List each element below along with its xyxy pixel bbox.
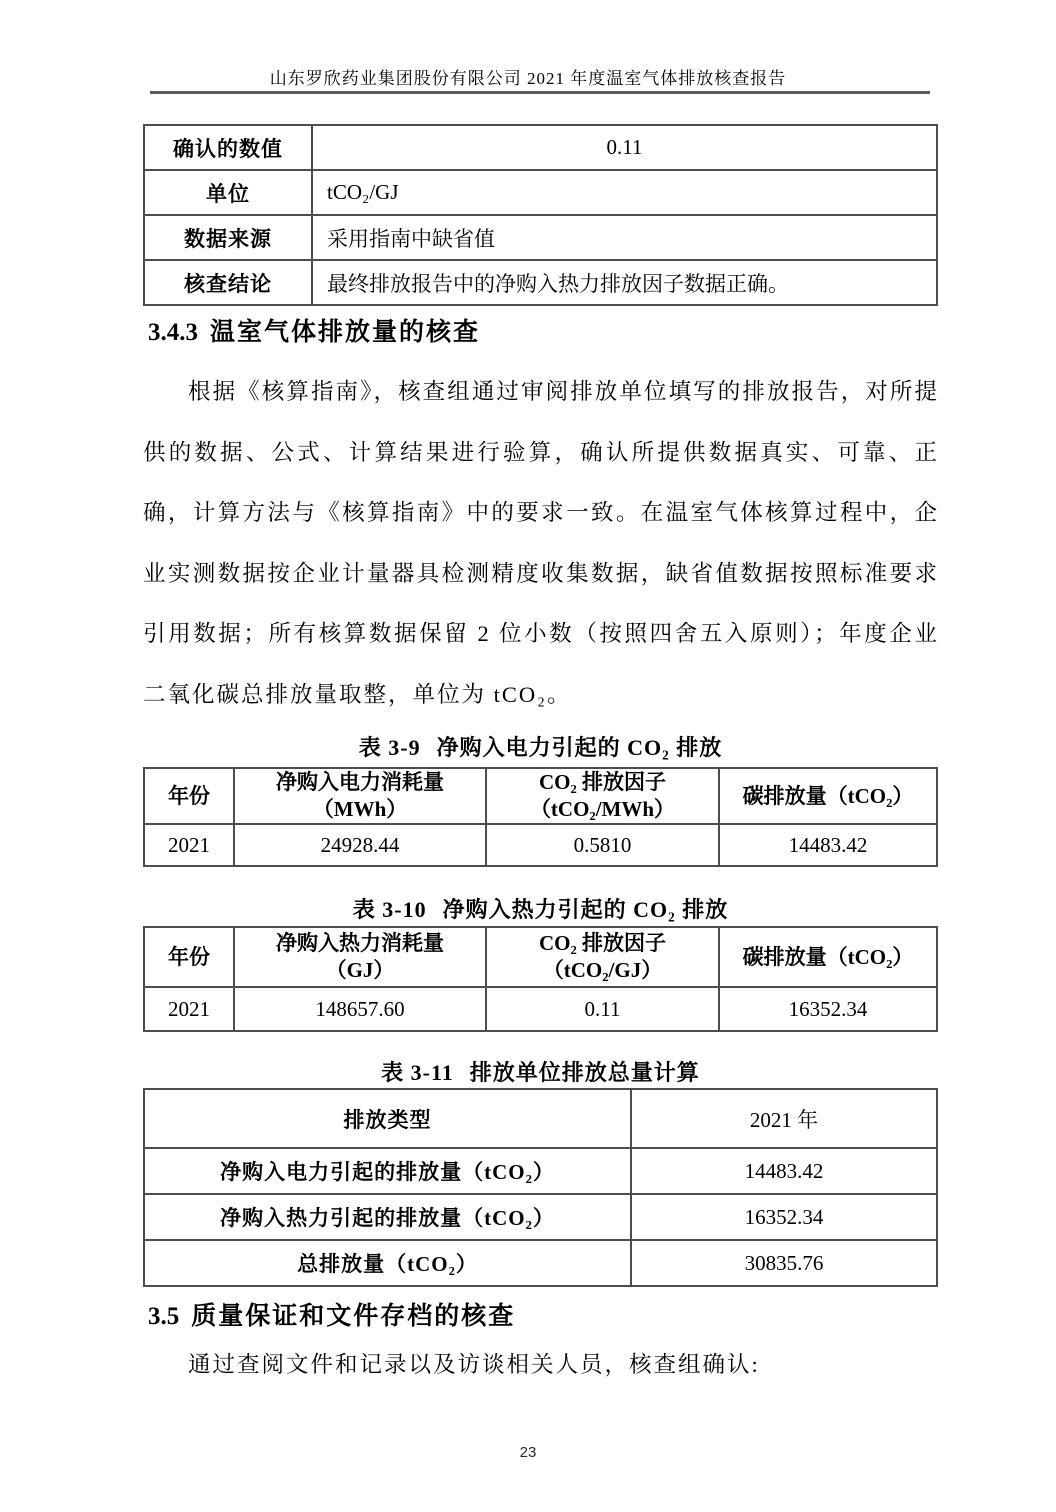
section-number: 3.5: [148, 1303, 180, 1330]
table-row: [144, 215, 937, 260]
header-line: （tCO₂/GJ）: [542, 958, 663, 982]
info-row-value: tCO₂/GJ: [312, 170, 937, 215]
info-row-label: 数据来源: [144, 215, 312, 260]
header-line: 碳排放量（tCO₂）: [742, 783, 914, 808]
cell-year: 2021: [144, 824, 234, 866]
column-header-year-2021: 2021 年: [631, 1089, 937, 1148]
table-data-row: [144, 824, 937, 866]
info-row-label: 核查结论: [144, 260, 312, 305]
heat-emission-factor-info-table: [143, 124, 938, 306]
header-line: 年份: [168, 944, 210, 969]
table-caption-label: 表 3-9: [358, 735, 421, 760]
table-3-11-total-emissions: [143, 1088, 938, 1287]
cell-value: 30835.76: [631, 1240, 937, 1286]
table-header-row: [144, 1089, 937, 1148]
header-line: （GJ）: [325, 958, 395, 982]
column-header-emission-factor: [486, 768, 719, 824]
cell-consumption: 148657.60: [234, 987, 486, 1031]
row-label-heat-emissions: 净购入热力引起的排放量（tCO₂）: [144, 1194, 631, 1240]
header-line: CO₂ 排放因子: [538, 931, 667, 955]
header-line: 净购入电力消耗量: [276, 770, 444, 794]
cell-factor: 0.5810: [486, 824, 719, 866]
column-header-carbon-emissions: [719, 768, 937, 824]
section-title: 质量保证和文件存档的核查: [191, 1303, 516, 1330]
cell-consumption: 24928.44: [234, 824, 486, 866]
header-line: 净购入热力消耗量: [276, 931, 444, 955]
page-header-title: 山东罗欣药业集团股份有限公司 2021 年度温室气体排放核查报告: [269, 69, 787, 88]
cell-emissions: 14483.42: [719, 824, 937, 866]
table-row: [144, 170, 937, 215]
column-header-year: [144, 768, 234, 824]
cell-emissions: 16352.34: [719, 987, 937, 1031]
header-line: CO₂ 排放因子: [538, 770, 667, 794]
section-title: 温室气体排放量的核查: [210, 319, 481, 346]
cell-factor: 0.11: [486, 987, 719, 1031]
info-row-value: 0.11: [312, 125, 937, 170]
column-header-emission-type: 排放类型: [144, 1089, 631, 1148]
table-data-row: [144, 1148, 937, 1194]
header-line: 年份: [168, 783, 210, 808]
table-header-row: [144, 768, 937, 824]
table-3-10-heat-emissions: [143, 926, 938, 1032]
info-row-label: 确认的数值: [144, 125, 312, 170]
section-number: 3.4.3: [148, 319, 198, 346]
table-data-row: [144, 1240, 937, 1286]
cell-value: 14483.42: [631, 1148, 937, 1194]
paragraph-3-4-3: 根据《核算指南》，核查组通过审阅排放单位填写的排放报告，对所提供的数据、公式、计算结果进行验算，确认所提供数据真实、可靠、正确，计算方法与《核算指南》中的要求一致。在温室气体核算过程中，企业实测数据按企业计量器具检测精度收集数据，缺省值数据按照标准要求引用数据；所有核算数据保留 2 位小数（按照四舍五入原则）；年度企业二氧化碳总排放量取整，单位为 tCO₂。: [143, 379, 939, 707]
row-label-electricity-emissions: 净购入电力引起的排放量（tCO₂）: [144, 1148, 631, 1194]
column-header-carbon-emissions: [719, 927, 937, 987]
column-header-heat-consumption: [234, 927, 486, 987]
column-header-year: [144, 927, 234, 987]
column-header-electricity-consumption: [234, 768, 486, 824]
table-3-10-caption: [143, 893, 938, 924]
table-caption-title: 净购入电力引起的 CO₂ 排放: [436, 735, 723, 760]
info-row-value: 最终排放报告中的净购入热力排放因子数据正确。: [312, 260, 937, 305]
cell-value: 16352.34: [631, 1194, 937, 1240]
paragraph-3-5: 通过查阅文件和记录以及访谈相关人员，核查组确认:: [188, 1352, 760, 1377]
row-label-total-emissions: 总排放量（tCO₂）: [144, 1240, 631, 1286]
page-number: 23: [519, 1444, 537, 1461]
section-heading-3-4-3: [148, 312, 480, 348]
table-3-9-caption: [143, 731, 938, 762]
table-data-row: [144, 987, 937, 1031]
info-row-label: 单位: [144, 170, 312, 215]
table-caption-label: 表 3-10: [352, 897, 427, 922]
table-row: [144, 260, 937, 305]
cell-year: 2021: [144, 987, 234, 1031]
table-3-11-caption: [143, 1056, 938, 1087]
table-3-9-electricity-emissions: [143, 767, 938, 867]
table-header-row: [144, 927, 937, 987]
header-line: 碳排放量（tCO₂）: [742, 944, 914, 969]
info-row-value: 采用指南中缺省值: [312, 215, 937, 260]
header-line: （tCO₂/MWh）: [529, 797, 676, 821]
table-data-row: [144, 1194, 937, 1240]
column-header-emission-factor: [486, 927, 719, 987]
table-caption-title: 排放单位排放总量计算: [469, 1060, 700, 1085]
section-heading-3-5: [148, 1296, 515, 1332]
header-divider: [150, 91, 930, 94]
header-line: （MWh）: [312, 797, 408, 821]
table-caption-label: 表 3-11: [381, 1060, 454, 1085]
table-caption-title: 净购入热力引起的 CO₂ 排放: [442, 897, 729, 922]
table-row: [144, 125, 937, 170]
